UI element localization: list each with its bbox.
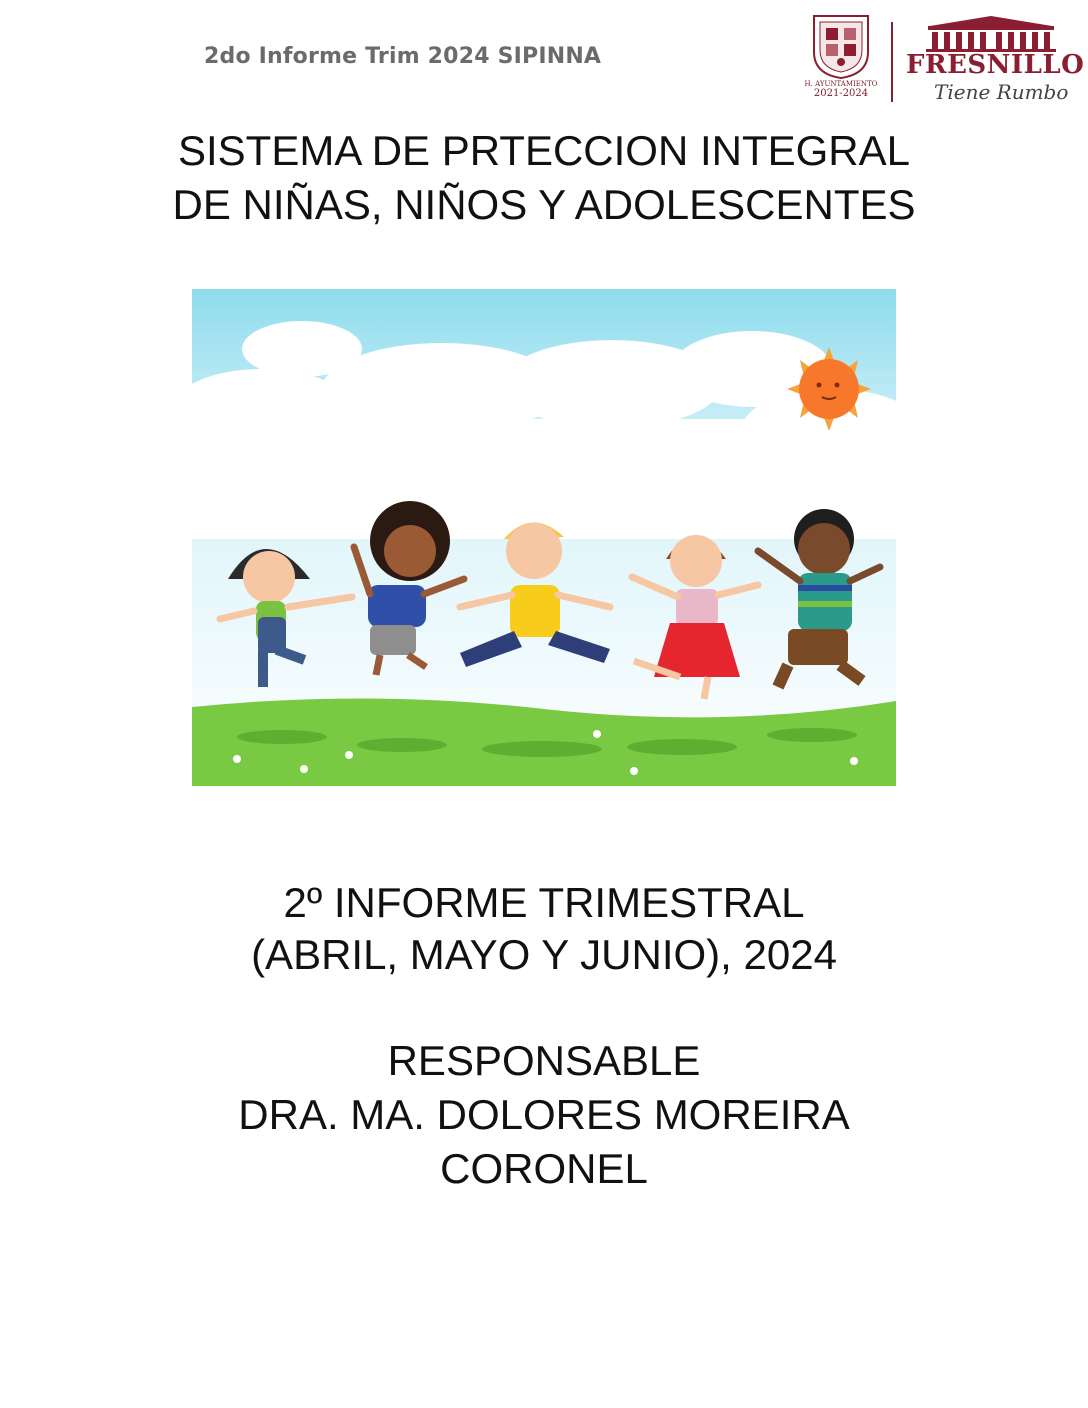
- title-line-1: SISTEMA DE PRTECCION INTEGRAL: [177, 127, 911, 174]
- children-jumping-illustration: [192, 289, 896, 786]
- fresnillo-wordmark: FRESNILLO: [906, 50, 1085, 80]
- title-line-2: DE NIÑAS, NIÑOS Y ADOLESCENTES: [172, 181, 916, 228]
- seal-icon: [808, 12, 874, 80]
- report-title-line-1: 2º INFORME TRIMESTRAL: [283, 879, 805, 926]
- logos-group: [800, 12, 1085, 108]
- responsible-name-line-2: CORONEL: [440, 1145, 648, 1192]
- running-header: 2do Informe Trim 2024 SIPINNA: [204, 44, 602, 69]
- fresnillo-tagline: Tiene Rumbo: [934, 80, 1069, 104]
- clouds: [192, 321, 896, 539]
- building-icon: [900, 12, 1082, 54]
- seal-years: 2021-2024: [813, 88, 869, 99]
- municipal-seal: [800, 12, 882, 108]
- logo-divider: [891, 22, 893, 102]
- seal-caption: H. AYUNTAMIENTO: [804, 80, 878, 88]
- responsible-label: RESPONSABLE: [387, 1037, 701, 1084]
- responsible-name-line-1: DRA. MA. DOLORES MOREIRA: [238, 1091, 850, 1138]
- fresnillo-logo: [900, 12, 1085, 108]
- report-period-line: (ABRIL, MAYO Y JUNIO), 2024: [251, 931, 837, 978]
- document-title: [0, 124, 1088, 232]
